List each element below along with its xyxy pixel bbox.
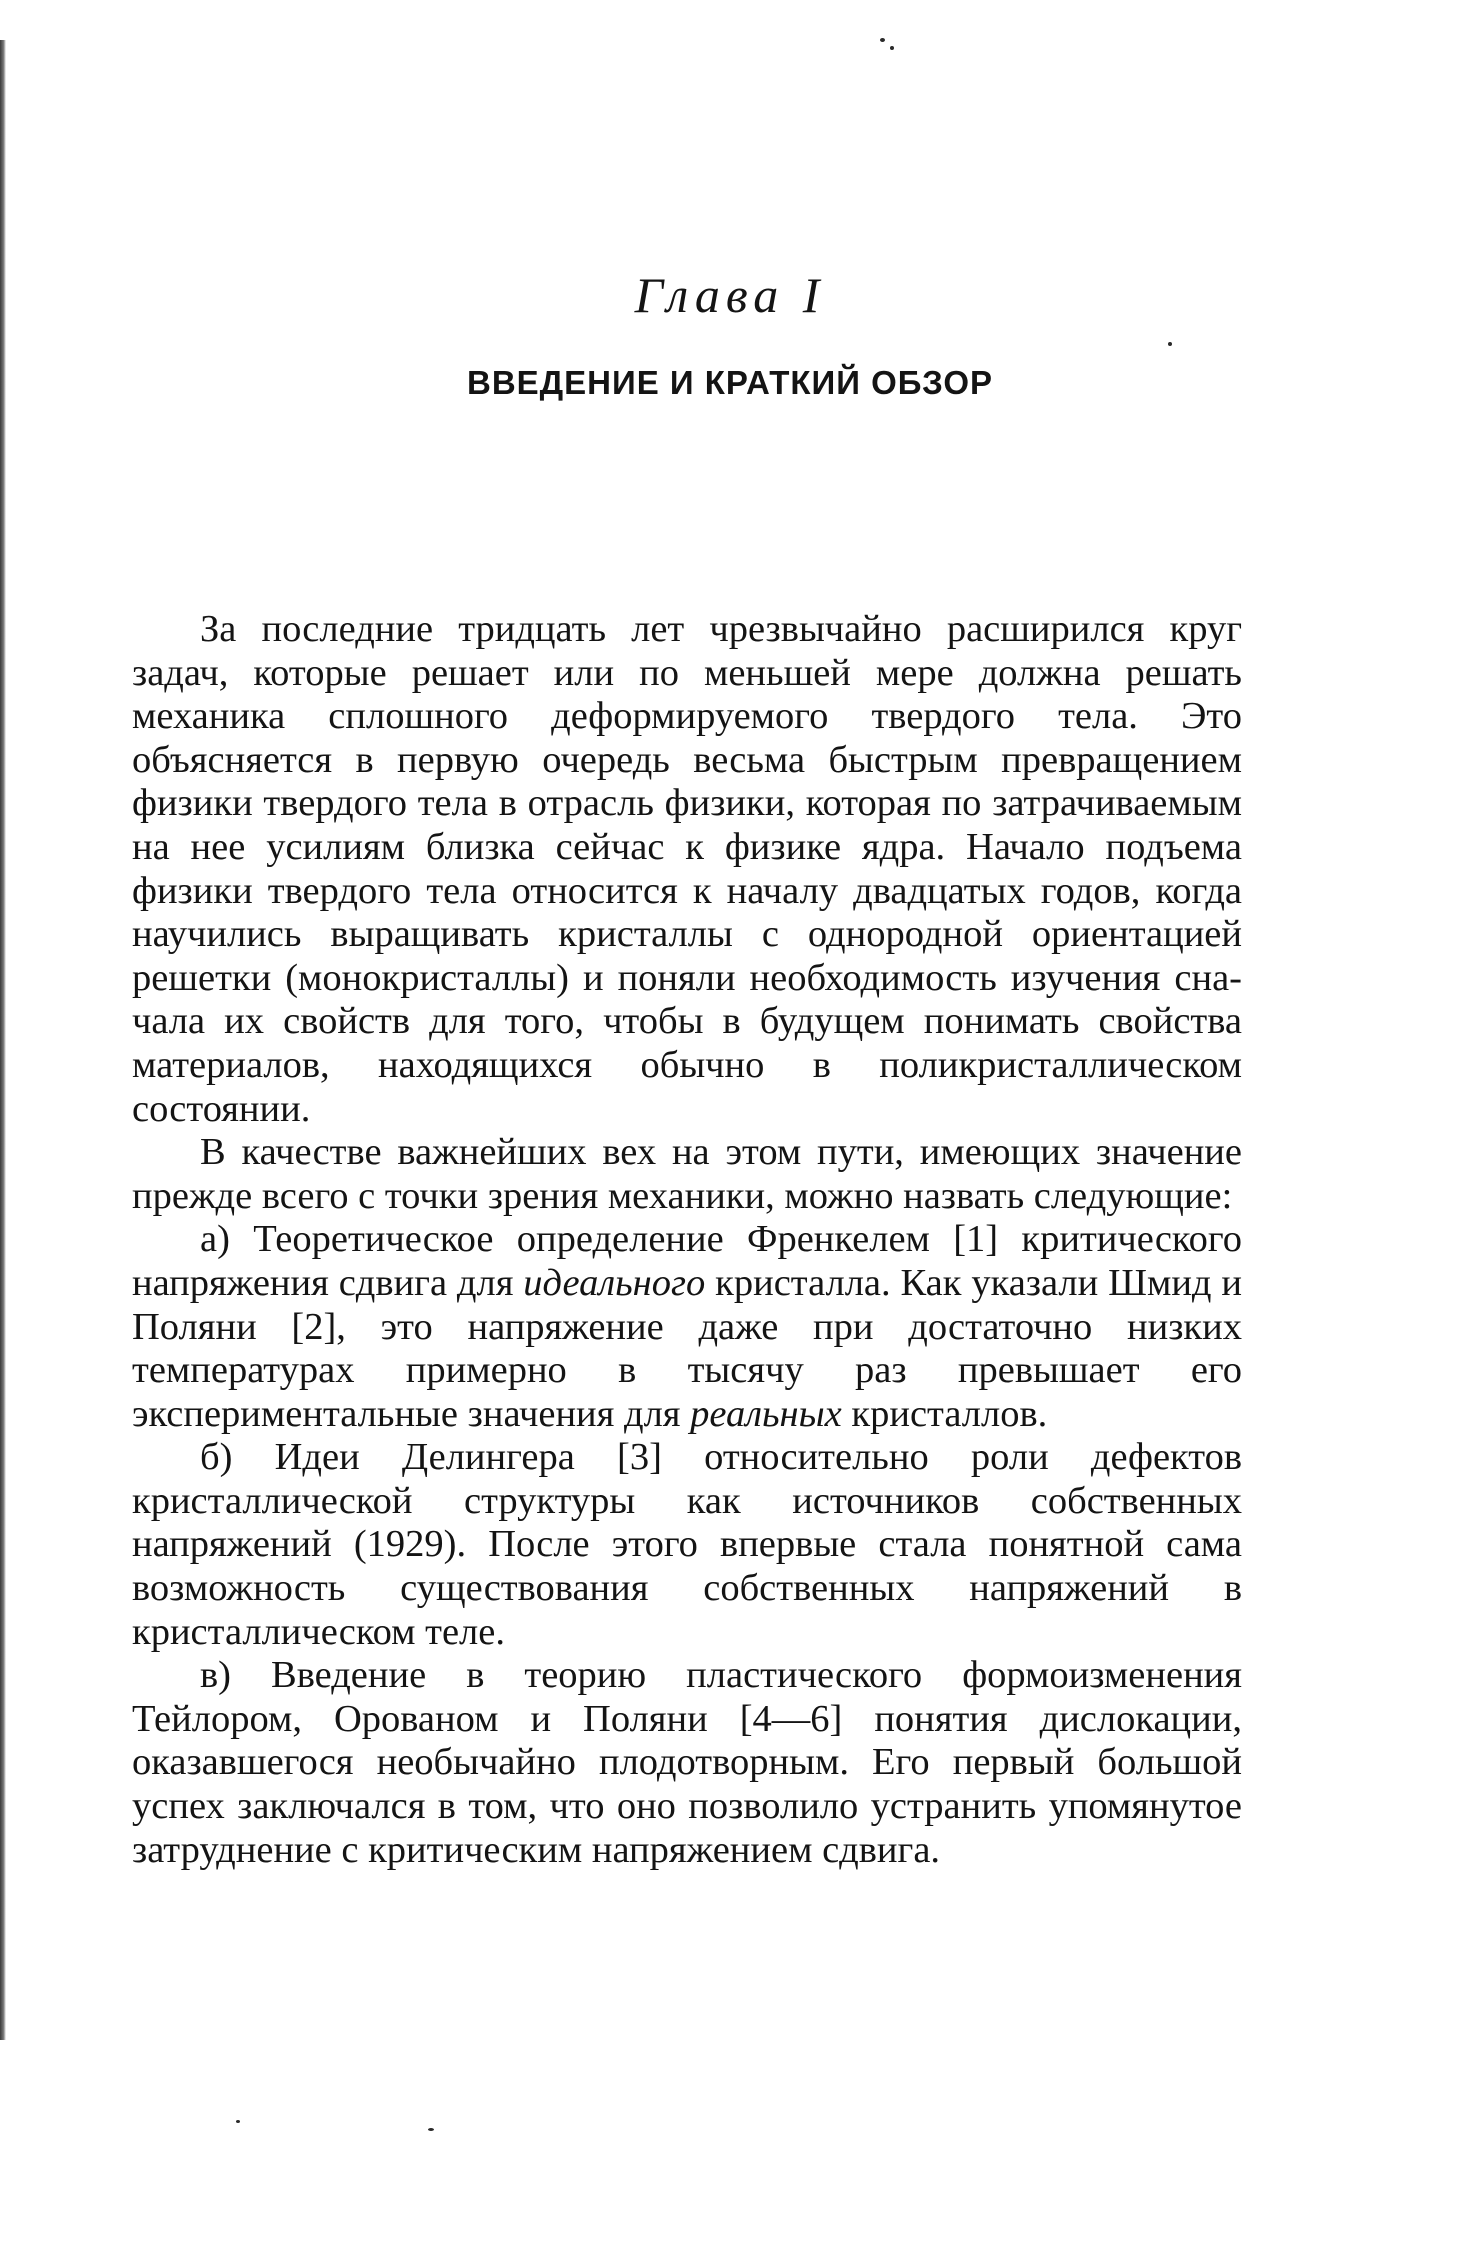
scan-speck — [890, 46, 894, 50]
scan-speck — [1168, 342, 1172, 346]
list-item-a-text: а) Теоретическое определение Френкелем [1] критического напряжения сдвига для — [132, 1218, 1242, 1304]
list-item-a-text: кристалла. Как указали Шмид и Поляни [2], это напряжение даже при достаточно низких температурах примерно в тысячу раз превышает его экспериментальные значения для — [132, 1261, 1242, 1435]
scan-speck — [236, 2120, 240, 2123]
scan-speck — [428, 2128, 434, 2131]
scan-speck — [880, 38, 885, 42]
list-item-b: б) Идеи Делингера [3] относительно роли дефектов кристаллической структуры как источников собственных напряжений (1929). После этого впервые стала понятной сама возможность существования собственных напряжений в кристаллическом теле. — [132, 1436, 1242, 1653]
chapter-title: ВВЕДЕНИЕ И КРАТКИЙ ОБЗОР — [466, 364, 994, 401]
paragraph-milestones: В качестве важнейших вех на этом пути, имеющих значение прежде всего с точки зрения механики, можно назвать следующие: — [132, 1131, 1242, 1217]
emphasis-ideal: идеального — [523, 1261, 706, 1304]
page-edge-shadow — [0, 40, 6, 2040]
list-item-a-text: кристаллов. — [841, 1392, 1048, 1435]
list-item-c: в) Введение в теорию пластического формоизменения Тейлором, Орованом и Поляни [4—6] понятия дислокации, оказавшегося необычайно плодотворным. Его первый большой успех заключался в том, что оно позволило устранить упомянутое затруднение с критическим напряжением сдвига. — [132, 1654, 1242, 1871]
chapter-label: Глава I — [634, 267, 826, 323]
paragraph-intro: За последние тридцать лет чрезвычайно расширился круг задач, которые решает или по меньшей мере должна решать механика сплошного деформируемого твердого тела. Это объясняется в первую очередь весьма быстрым превращением физики твердого тела в отрасль физики, которая по затрачиваемым на нее усилиям близка сейчас к физике ядра. Начало подъема физики твердого тела относится к началу двадцатых годов, когда научились выращивать кристаллы с однородной ориентацией решетки (монокристаллы) и поняли необходимость изучения сначала их свойств для того, чтобы в будущем понимать свойства материалов, находящихся обычно в поликристаллическом состоянии. — [132, 608, 1242, 1130]
list-item-a — [132, 1218, 1242, 1436]
emphasis-real: реальных — [690, 1392, 842, 1435]
body-text — [132, 608, 1242, 1872]
